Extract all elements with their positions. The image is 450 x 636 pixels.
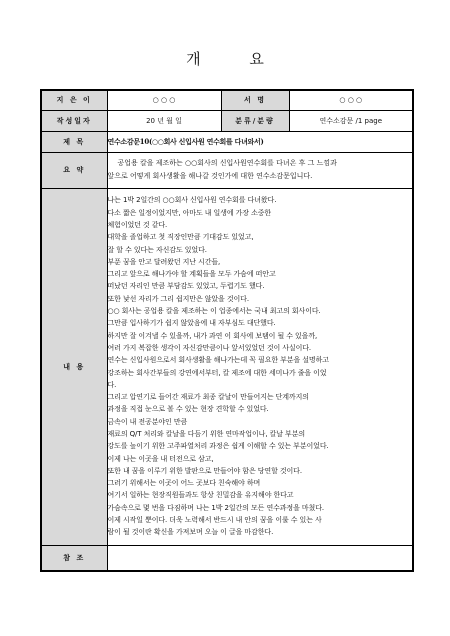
- content-line: 금속이 내 전공분야인 만큼: [107, 417, 188, 426]
- content-line: 그리고 압연기로 들어간 재료가 최종 칼날이 만들어지는 단계까지의: [107, 393, 309, 402]
- summary-line: 앞으로 어떻게 회사생활을 해나갈 것인가에 대한 연수소감문입니다.: [107, 172, 313, 180]
- content-line: 재료의 Q/T 처리와 칼날을 다듬기 위한 연마작업이나, 칼날 부분의: [107, 429, 306, 438]
- author-value: ○ ○ ○: [107, 90, 221, 110]
- date-row: [41, 110, 413, 131]
- content-line: 이제 나는 이곳을 내 터전으로 삼고,: [107, 454, 214, 463]
- content-row: [41, 188, 413, 545]
- content-line: 부푼 꿈을 안고 달려왔던 지난 시간들,: [107, 257, 221, 266]
- content-body: [107, 188, 413, 545]
- content-line: 대학을 졸업하고 첫 직장인만큼 기대감도 있었고,: [107, 233, 254, 242]
- content-line: 가슴속으로 몇 번을 다짐하며 나는 1박 2일간의 모든 연수과정을 마쳤다.: [107, 503, 324, 512]
- content-line: 체험이었던 것 같다.: [107, 220, 168, 229]
- content-line: 하지만 잘 이겨낼 수 있을까, 내가 과연 이 회사에 보탬이 될 수 있을까,: [107, 331, 318, 340]
- content-line: 그만큼 입사하기가 쉽지 않았음에 내 자부심도 대단했다.: [107, 319, 276, 328]
- content-line: 람이 될 것이란 확신을 가져보며 오늘 이 글을 마감한다.: [107, 528, 274, 537]
- document-title: 개 요: [186, 50, 286, 68]
- subject-label: 제 목: [41, 131, 107, 152]
- content-line: 여러 가지 복잡한 생각이 자신감만큼이나 앞서있었던 것이 사실이다.: [107, 343, 312, 352]
- content-line: 잘 할 수 있다는 자신감도 있었다.: [107, 245, 207, 254]
- report-form-table: [40, 89, 414, 572]
- content-line: 또한 내 꿈을 이루기 위한 발판으로 만들어야 함은 당연할 것이다.: [107, 466, 302, 475]
- content-line: 여기서 일하는 현장직원들과도 항상 친밀감을 유지해야 한다고: [107, 491, 294, 500]
- content-line: 나는 1박 2일간의 ○○회사 신입사원 연수회를 다녀왔다.: [107, 196, 277, 205]
- category-label: 분류/분량: [221, 110, 289, 131]
- content-line: 다.: [107, 380, 117, 389]
- author-row: [41, 90, 413, 110]
- summary-row: [41, 152, 413, 188]
- content-line: 그러기 위해서는 이곳이 어느 곳보다 친숙해야 하며: [107, 479, 261, 488]
- name-label: 서 명: [221, 90, 289, 110]
- summary-text: [107, 152, 413, 188]
- content-line: 과정을 직접 눈으로 볼 수 있는 현장 견학할 수 있었다.: [107, 405, 269, 414]
- date-label: 작성일자: [41, 110, 107, 131]
- summary-label: 요 약: [41, 152, 107, 188]
- subject-row: [41, 131, 413, 152]
- reference-label: 참 조: [41, 545, 107, 571]
- content-line: 떠났던 자리인 만큼 부담감도 있었고, 두렵기도 했다.: [107, 282, 265, 291]
- reference-row: [41, 545, 413, 571]
- content-line: 다소 짧은 일정이었지만, 아마도 내 일생에 가장 소중한: [107, 208, 272, 217]
- content-line: 이제 시작일 뿐이다. 더욱 노력해서 반드시 내 안의 꿈을 이룰 수 있는 사: [107, 516, 322, 525]
- author-label: 지 은 이: [41, 90, 107, 110]
- date-value: 20 년 월 일: [107, 110, 221, 131]
- content-line: 또한 낯선 자리가 그리 쉽지만은 않았을 것이다.: [107, 294, 249, 303]
- content-line: 강조하는 회사간부들의 강연에서부터, 칼 제조에 대한 세미나가 줄을 이었: [107, 368, 327, 377]
- summary-line: 공업용 칼을 제조하는 ○○회사의 신입사원연수회를 다녀온 후 그 느낌과: [117, 159, 337, 167]
- category-value: 연수소감문 /1 page: [289, 110, 413, 131]
- content-line: 강도를 높이기 위한 고주파열처리 과정은 쉽게 이해할 수 있는 부분이었다.: [107, 442, 329, 451]
- reference-value: [107, 545, 413, 571]
- content-label: 내 용: [41, 188, 107, 545]
- name-value: ○ ○ ○: [289, 90, 413, 110]
- content-line: 연수는 신입사원으로서 회사생활을 해나가는데 꼭 필요한 부분을 설명하고: [107, 356, 329, 365]
- content-line: 그리고 앞으로 해나가야 할 계획들을 모두 가슴에 떠안고: [107, 270, 276, 279]
- content-line: ○○ 회사는 공업용 칼을 제조하는 이 업종에서는 국내 최고의 회사이다.: [107, 307, 321, 316]
- subject-value: 연수소감문10(○○회사 신입사원 연수회를 다녀와서): [107, 131, 413, 152]
